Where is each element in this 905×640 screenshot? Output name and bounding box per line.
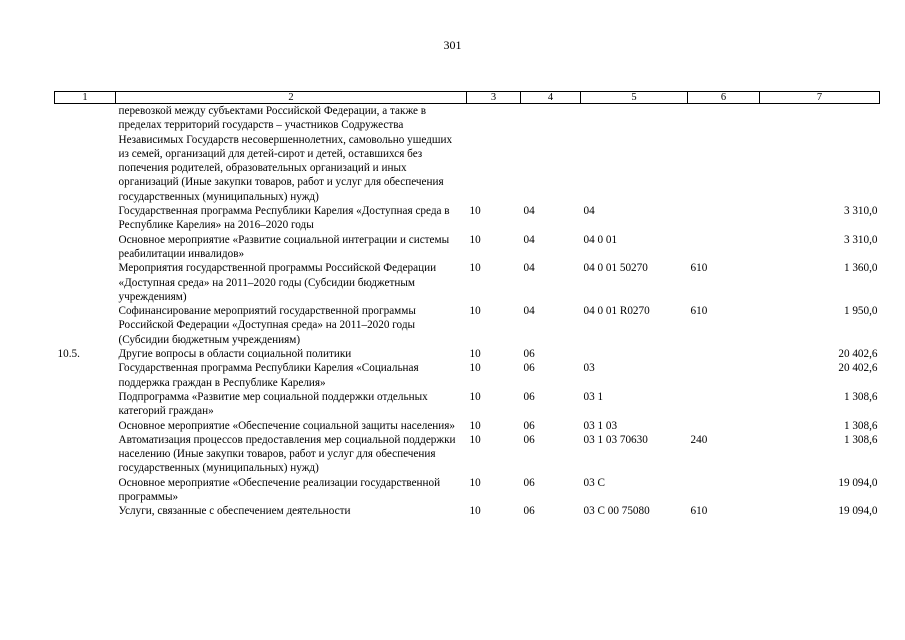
row-section: 10 xyxy=(469,433,481,446)
table-row xyxy=(55,233,880,262)
row-expense-type: 610 xyxy=(690,305,708,318)
row-section: 10 xyxy=(469,505,481,518)
row-target-code: 03 С xyxy=(583,476,605,489)
row-subsection: 06 xyxy=(523,390,535,403)
row-number xyxy=(55,261,116,304)
table-header-row xyxy=(55,92,880,104)
row-expense-type xyxy=(688,204,760,233)
budget-table xyxy=(54,91,880,519)
row-name: Услуги, связанные с обеспечением деятельности xyxy=(118,505,351,518)
column-header-6: 6 xyxy=(688,92,760,104)
row-subsection: 04 xyxy=(523,233,535,246)
row-section: 10 xyxy=(469,233,481,246)
column-header-1: 1 xyxy=(55,92,116,104)
row-number xyxy=(55,433,116,476)
page-number: 301 xyxy=(443,38,462,52)
row-subsection: 06 xyxy=(523,476,535,489)
row-section: 10 xyxy=(469,262,481,275)
row-expense-type xyxy=(688,233,760,262)
row-number xyxy=(55,504,116,518)
row-subsection: 06 xyxy=(523,362,535,375)
row-subsection: 06 xyxy=(523,505,535,518)
row-target-code: 03 xyxy=(583,362,595,375)
row-amount: 19 094,0 xyxy=(838,476,878,489)
table-row xyxy=(55,390,880,419)
row-amount: 1 360,0 xyxy=(843,262,878,275)
row-target-code: 04 0 01 50270 xyxy=(583,262,648,275)
row-expense-type xyxy=(688,390,760,419)
row-name: Государственная программа Республики Карелия «Социальная поддержка граждан в Республике Карелия» xyxy=(118,362,419,389)
row-target-code: 04 0 01 R0270 xyxy=(583,305,650,318)
row-expense-type xyxy=(688,104,760,205)
row-name: Государственная программа Республики Карелия «Доступная среда в Республике Карелия» на 2016–2020 годы xyxy=(118,205,450,232)
row-expense-type xyxy=(688,476,760,505)
table-row xyxy=(55,347,880,361)
table-row xyxy=(55,504,880,518)
row-number xyxy=(55,476,116,505)
row-number xyxy=(55,204,116,233)
row-name: Автоматизация процессов предоставления мер социальной поддержки населению (Иные закупки товаров, работ и услуг для обеспечения государственных (муниципальных) нужд) xyxy=(118,433,456,475)
column-header-5: 5 xyxy=(581,92,688,104)
table-row xyxy=(55,433,880,476)
row-section: 10 xyxy=(469,390,481,403)
row-number xyxy=(55,390,116,419)
row-expense-type xyxy=(688,347,760,361)
row-section xyxy=(467,104,521,205)
row-section: 10 xyxy=(469,362,481,375)
row-name: Основное мероприятие «Обеспечение реализации государственной программы» xyxy=(118,476,441,504)
row-target-code: 04 xyxy=(583,205,595,218)
row-amount: 1 308,6 xyxy=(843,419,878,432)
table-row xyxy=(55,104,880,205)
row-amount: 3 310,0 xyxy=(843,233,878,246)
row-amount: 20 402,6 xyxy=(838,362,878,375)
table-row xyxy=(55,204,880,233)
row-section: 10 xyxy=(469,205,481,218)
row-target-code: 03 С 00 75080 xyxy=(583,505,650,518)
column-header-4: 4 xyxy=(521,92,581,104)
row-expense-type: 610 xyxy=(690,505,708,518)
row-amount xyxy=(760,104,880,205)
row-target-code: 04 0 01 xyxy=(583,233,618,246)
column-header-2: 2 xyxy=(116,92,467,104)
row-amount: 20 402,6 xyxy=(838,348,878,361)
row-subsection: 04 xyxy=(523,262,535,275)
row-expense-type: 610 xyxy=(690,262,708,275)
row-name: Другие вопросы в области социальной политики xyxy=(118,348,352,361)
row-amount: 1 308,6 xyxy=(843,433,878,446)
table-row xyxy=(55,361,880,390)
row-subsection xyxy=(521,104,581,205)
row-subsection: 06 xyxy=(523,348,535,361)
row-target-code: 03 1 03 xyxy=(583,419,618,432)
column-header-3: 3 xyxy=(467,92,521,104)
table-row xyxy=(55,419,880,433)
row-subsection: 06 xyxy=(523,419,535,432)
row-amount: 3 310,0 xyxy=(843,205,878,218)
row-name: Основное мероприятие «Обеспечение социальной защиты населения» xyxy=(118,419,456,432)
row-target-code xyxy=(581,104,688,205)
table-row xyxy=(55,304,880,347)
row-name: Софинансирование мероприятий государственной программы Российской Федерации «Доступная среда» на 2011–2020 годы (Субсидии бюджетным учреждениям) xyxy=(118,305,416,346)
row-section: 10 xyxy=(469,348,481,361)
row-section: 10 xyxy=(469,419,481,432)
table-row xyxy=(55,261,880,304)
row-expense-type: 240 xyxy=(690,433,708,446)
row-expense-type xyxy=(688,419,760,433)
row-target-code xyxy=(581,347,688,361)
row-name: Мероприятия государственной программы Российской Федерации «Доступная среда» на 2011–2020 годы (Субсидии бюджетным учреждениям) xyxy=(118,262,437,303)
row-target-code: 03 1 03 70630 xyxy=(583,433,648,446)
row-name: Основное мероприятие «Развитие социальной интеграции и системы реабилитации инвалидов» xyxy=(118,233,450,260)
row-amount: 1 950,0 xyxy=(843,305,878,318)
row-name: перевозкой между субъектами Российской Федерации, а также в пределах территорий государств – участников Содружества Независимых Государств несовершеннолетних, самовольно ушедших из семей, организаций для детей-сирот и детей, оставшихся без попечения родителей, образовательных организаций и иных организаций (Иные закупки товаров, работ и услуг для обеспечения государственных (муниципальных) нужд) xyxy=(118,105,453,203)
table-row xyxy=(55,476,880,505)
row-amount: 19 094,0 xyxy=(838,505,878,518)
row-name: Подпрограмма «Развитие мер социальной поддержки отдельных категорий граждан» xyxy=(118,390,428,418)
row-subsection: 04 xyxy=(523,205,535,218)
row-subsection: 06 xyxy=(523,433,535,446)
row-number xyxy=(55,233,116,262)
row-number xyxy=(55,304,116,347)
row-section: 10 xyxy=(469,476,481,489)
row-number: 10.5. xyxy=(57,348,80,361)
row-amount: 1 308,6 xyxy=(843,390,878,403)
row-subsection: 04 xyxy=(523,305,535,318)
row-number xyxy=(55,104,116,205)
row-number xyxy=(55,361,116,390)
row-number xyxy=(55,419,116,433)
row-target-code: 03 1 xyxy=(583,390,604,403)
column-header-7: 7 xyxy=(760,92,880,104)
row-expense-type xyxy=(688,361,760,390)
row-section: 10 xyxy=(469,305,481,318)
